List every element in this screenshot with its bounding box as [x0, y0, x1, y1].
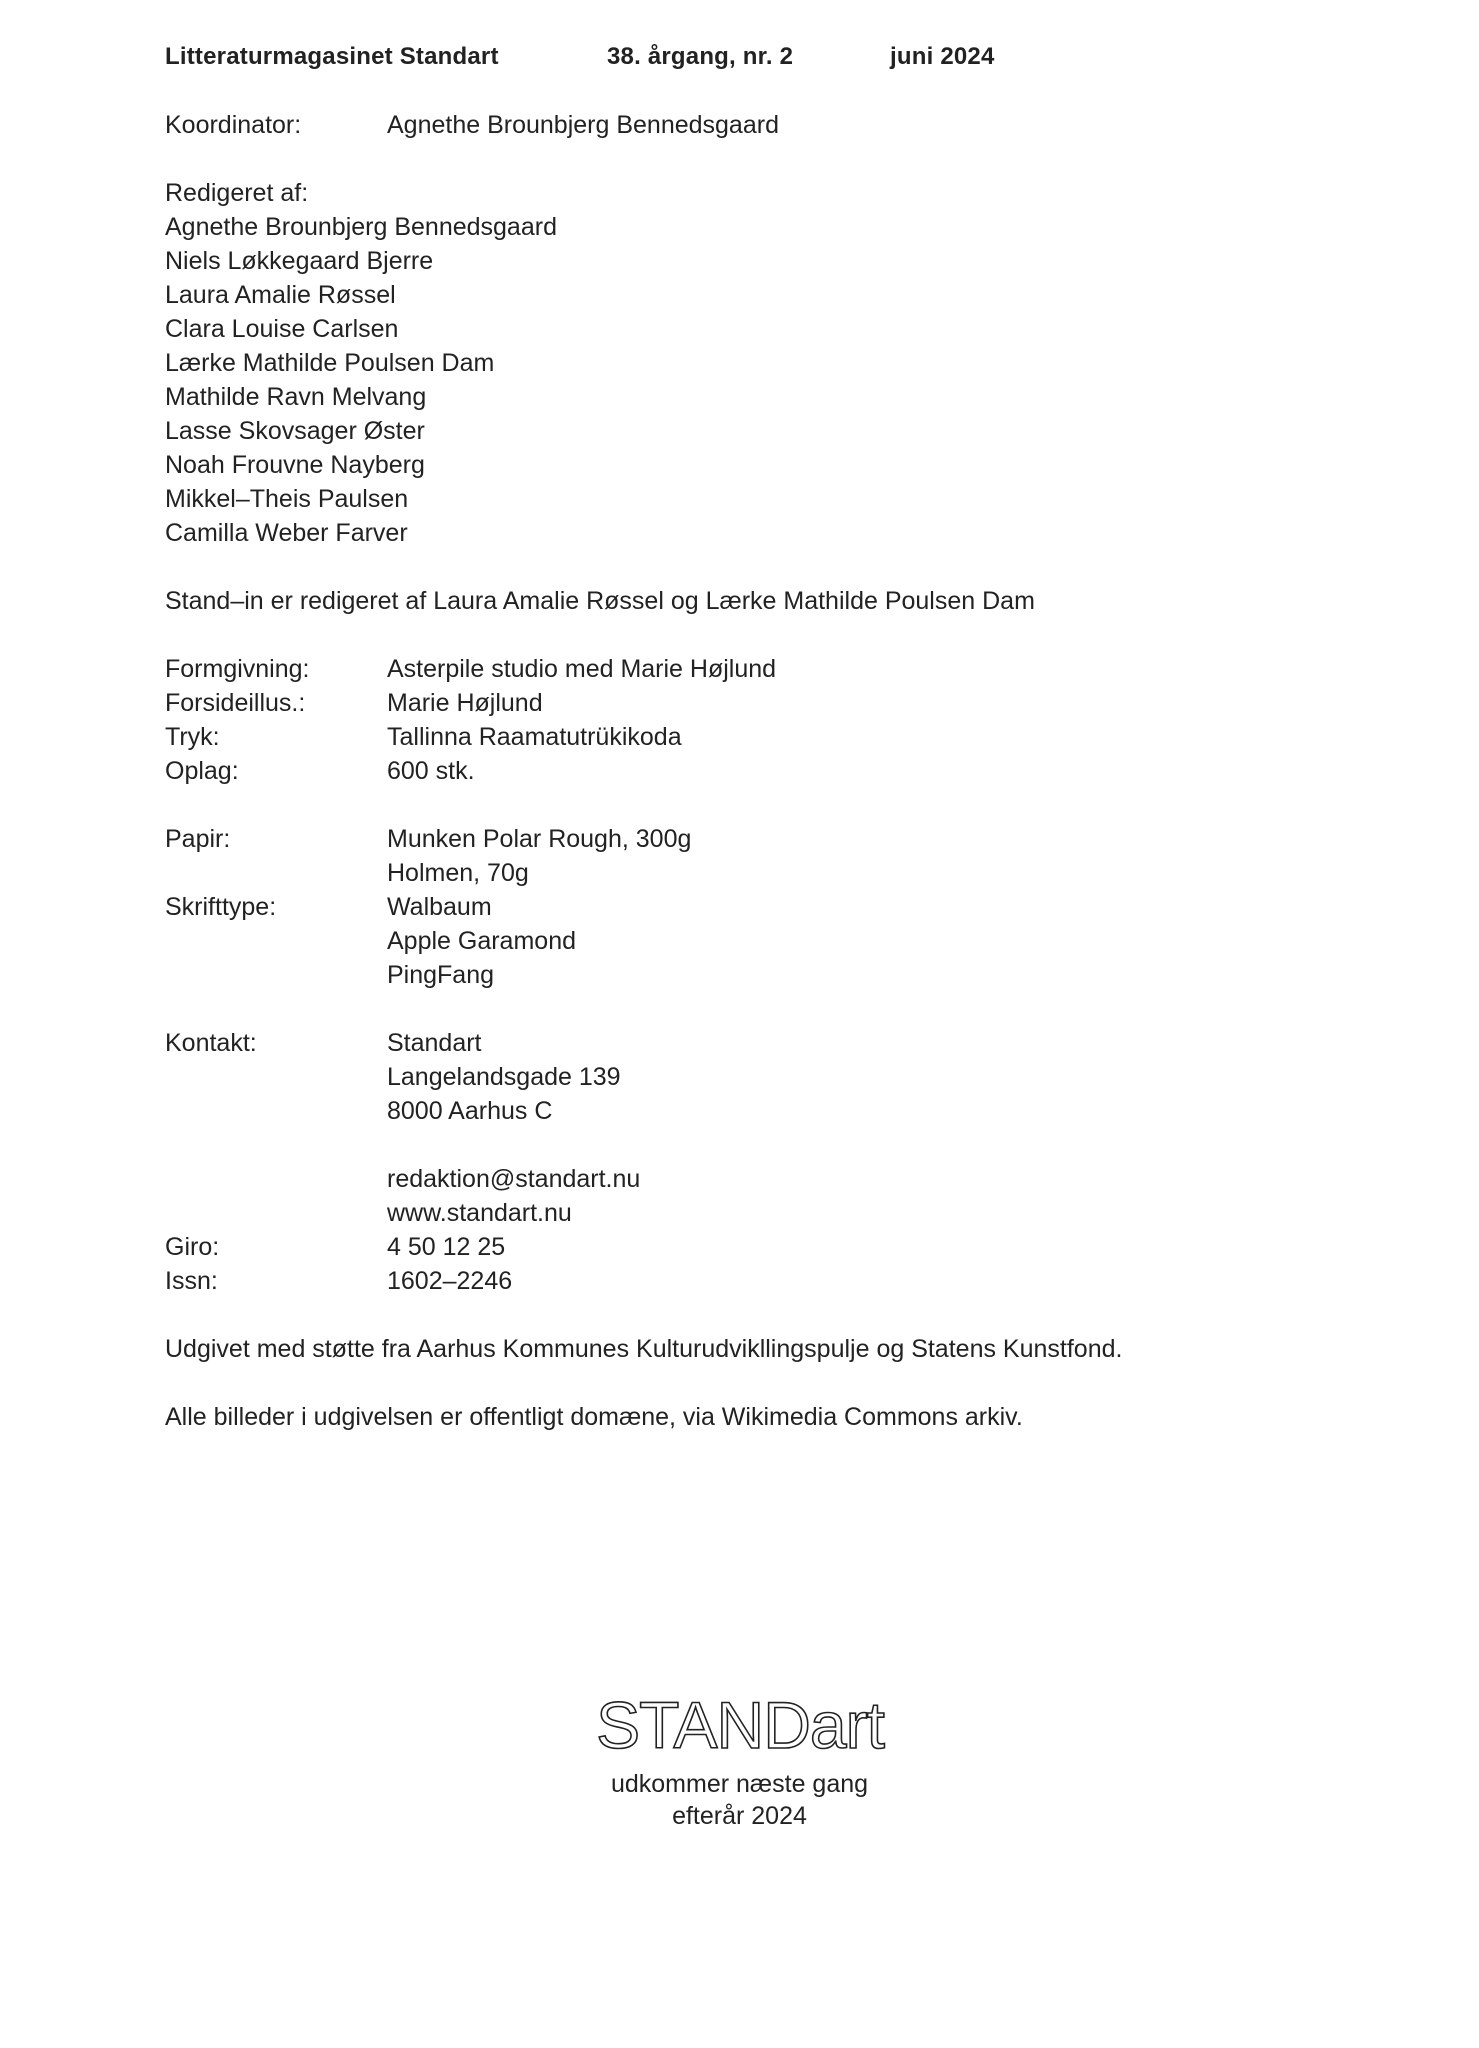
- contact-values: [387, 1026, 1325, 1230]
- paper-label: Papir:: [165, 825, 231, 853]
- cover-illustration-row: [165, 686, 1325, 720]
- contact-address-line: Langelandsgade 139: [387, 1063, 621, 1091]
- coordinator-name: Agnethe Brounbjerg Bennedsgaard: [387, 111, 779, 139]
- typeface-row: [165, 890, 1325, 992]
- giro-value: 4 50 12 25: [387, 1233, 506, 1261]
- issn-label: Issn:: [165, 1267, 218, 1295]
- colophon-page: [165, 40, 1325, 1434]
- typeface-value: PingFang: [387, 961, 495, 989]
- production-section: [165, 652, 1325, 788]
- issn-value: 1602–2246: [387, 1267, 513, 1295]
- giro-label: Giro:: [165, 1233, 220, 1261]
- print-value: Tallinna Raamatutrükikoda: [387, 723, 682, 751]
- coordinator-row: [165, 108, 1325, 142]
- design-row: [165, 652, 1325, 686]
- paper-value: Munken Polar Rough, 300g: [387, 825, 692, 853]
- print-run-value: 600 stk.: [387, 757, 475, 785]
- contact-address-line: Standart: [387, 1029, 482, 1057]
- coordinator-label: Koordinator:: [165, 111, 302, 139]
- contact-email-link[interactable]: redaktion@standart.nu: [387, 1165, 641, 1193]
- magazine-title: Litteraturmagasinet Standart: [165, 43, 499, 70]
- next-issue-line: udkommer næste gang: [610, 1770, 869, 1798]
- issue-date: juni 2024: [890, 43, 995, 70]
- paper-value: Holmen, 70g: [387, 859, 529, 887]
- typeface-value: Apple Garamond: [387, 927, 577, 955]
- cover-illustration-label: Forsideillus.:: [165, 689, 306, 717]
- typeface-label: Skrifttype:: [165, 893, 277, 921]
- contact-website-link[interactable]: www.standart.nu: [387, 1199, 572, 1227]
- editor-name: Camilla Weber Farver: [165, 519, 408, 547]
- masthead: [165, 40, 1325, 74]
- contact-row: [165, 1026, 1325, 1230]
- next-issue-note: [0, 1768, 1479, 1832]
- paper-row: [165, 822, 1325, 890]
- material-section: [165, 822, 1325, 992]
- editor-name: Lasse Skovsager Øster: [165, 417, 425, 445]
- next-issue-date: efterår 2024: [672, 1802, 807, 1830]
- support-note: Udgivet med støtte fra Aarhus Kommunes Kulturudvikllingspulje og Statens Kunstfond.: [165, 1335, 1123, 1363]
- editor-name: Agnethe Brounbjerg Bennedsgaard: [165, 213, 557, 241]
- giro-row: [165, 1230, 1325, 1264]
- spacer: [387, 1128, 1325, 1162]
- editor-name: Lærke Mathilde Poulsen Dam: [165, 349, 495, 377]
- print-label: Tryk:: [165, 723, 220, 751]
- typeface-values: [387, 890, 1325, 992]
- editors-section: [165, 176, 1325, 550]
- editors-label: Redigeret af:: [165, 179, 309, 207]
- print-run-row: [165, 754, 1325, 788]
- standart-logo: [580, 1690, 900, 1760]
- issn-row: [165, 1264, 1325, 1298]
- images-note: Alle billeder i udgivelsen er offentligt domæne, via Wikimedia Commons arkiv.: [165, 1403, 1023, 1431]
- design-label: Formgivning:: [165, 655, 310, 683]
- logo-wordmark: STANDart: [595, 1690, 884, 1760]
- design-value: Asterpile studio med Marie Højlund: [387, 655, 777, 683]
- editor-name: Clara Louise Carlsen: [165, 315, 399, 343]
- editor-name: Laura Amalie Røssel: [165, 281, 396, 309]
- contact-section: [165, 1026, 1325, 1298]
- issue-number: 38. årgang, nr. 2: [607, 43, 794, 70]
- contact-label: Kontakt:: [165, 1029, 257, 1057]
- print-run-label: Oplag:: [165, 757, 239, 785]
- standin-editors-note: Stand–in er redigeret af Laura Amalie Røssel og Lærke Mathilde Poulsen Dam: [165, 587, 1035, 615]
- editor-name: Niels Løkkegaard Bjerre: [165, 247, 434, 275]
- editor-name: Mathilde Ravn Melvang: [165, 383, 427, 411]
- print-row: [165, 720, 1325, 754]
- typeface-value: Walbaum: [387, 893, 492, 921]
- editor-name: Mikkel–Theis Paulsen: [165, 485, 409, 513]
- paper-values: [387, 822, 1325, 890]
- editor-name: Noah Frouvne Nayberg: [165, 451, 425, 479]
- cover-illustration-value: Marie Højlund: [387, 689, 543, 717]
- footer: [0, 1690, 1479, 1832]
- contact-address-line: 8000 Aarhus C: [387, 1097, 553, 1125]
